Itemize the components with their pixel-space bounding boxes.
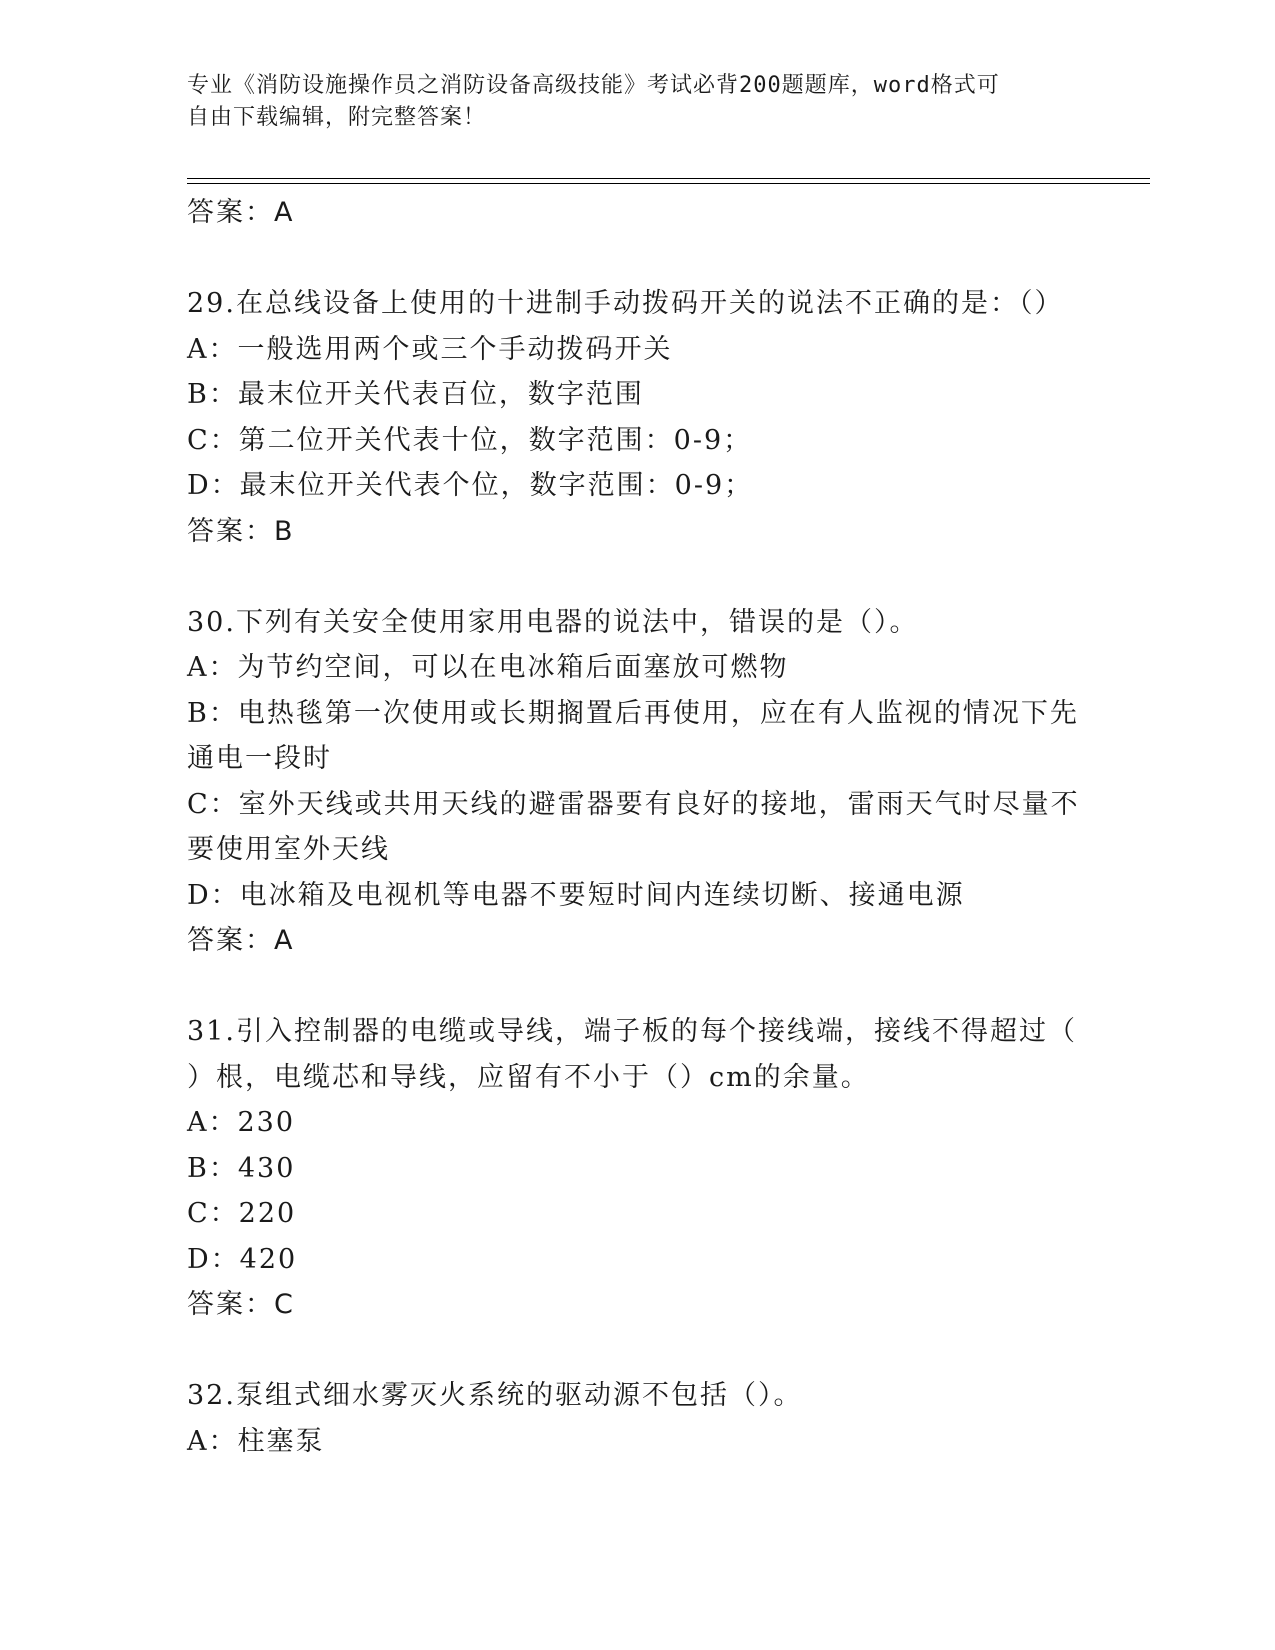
question-stem-continued: ）根，电缆芯和导线，应留有不小于（）cm的余量。 [187, 1061, 870, 1093]
header-line-2: 自由下载编辑，附完整答案！ [187, 105, 487, 130]
option-d: D：最末位开关代表个位，数字范围：0-9； [187, 470, 754, 501]
question-stem: 29.在总线设备上使用的十进制手动拨码开关的说法不正确的是：（） [187, 288, 1064, 319]
header-divider [187, 178, 1150, 184]
question-stem: 32.泵组式细水雾灭火系统的驱动源不包括（）。 [187, 1380, 803, 1411]
option-d: D：电冰箱及电视机等电器不要短时间内连续切断、接通电源 [187, 879, 965, 911]
question-block [187, 1373, 1087, 1464]
option-d: D：420 [187, 1243, 298, 1275]
option-a: A：一般选用两个或三个手动拨码开关 [187, 333, 673, 365]
answer-label: 答案：A [187, 197, 295, 228]
option-b: B：最末位开关代表百位，数字范围 [187, 379, 644, 410]
question-list [187, 190, 1087, 1464]
spacer [187, 1328, 1087, 1374]
spacer [187, 236, 1087, 282]
question-block [187, 1009, 1087, 1328]
option-b: B：430 [187, 1152, 296, 1184]
answer-label: 答案：C [187, 1289, 295, 1320]
option-c: C：220 [187, 1198, 297, 1229]
option-c: C：室外天线或共用天线的避雷器要有良好的接地，雷雨天气时尽量不 [187, 788, 1080, 820]
option-c: C：第二位开关代表十位，数字范围：0-9； [187, 424, 753, 456]
option-a: A：230 [187, 1107, 296, 1138]
option-b: B：电热毯第一次使用或长期搁置后再使用，应在有人监视的情况下先 [187, 697, 1079, 729]
answer-label: 答案：B [187, 515, 295, 547]
spacer [187, 964, 1087, 1010]
answer-label: 答案：A [187, 925, 295, 956]
question-stem: 31.引入控制器的电缆或导线，端子板的每个接线端，接线不得超过（ [187, 1016, 1077, 1047]
question-stem: 30.下列有关安全使用家用电器的说法中，错误的是（）。 [187, 606, 919, 638]
option-b-continued: 通电一段时 [187, 743, 332, 774]
question-block [187, 281, 1087, 554]
page-header [187, 70, 1087, 134]
spacer [187, 554, 1087, 600]
question-block [187, 600, 1087, 964]
header-line-1: 专业《消防设施操作员之消防设备高级技能》考试必背200题题库，word格式可 [187, 73, 1000, 98]
option-a: A：为节约空间，可以在电冰箱后面塞放可燃物 [187, 652, 789, 683]
option-c-continued: 要使用室外天线 [187, 834, 390, 865]
option-a: A：柱塞泵 [187, 1425, 325, 1457]
